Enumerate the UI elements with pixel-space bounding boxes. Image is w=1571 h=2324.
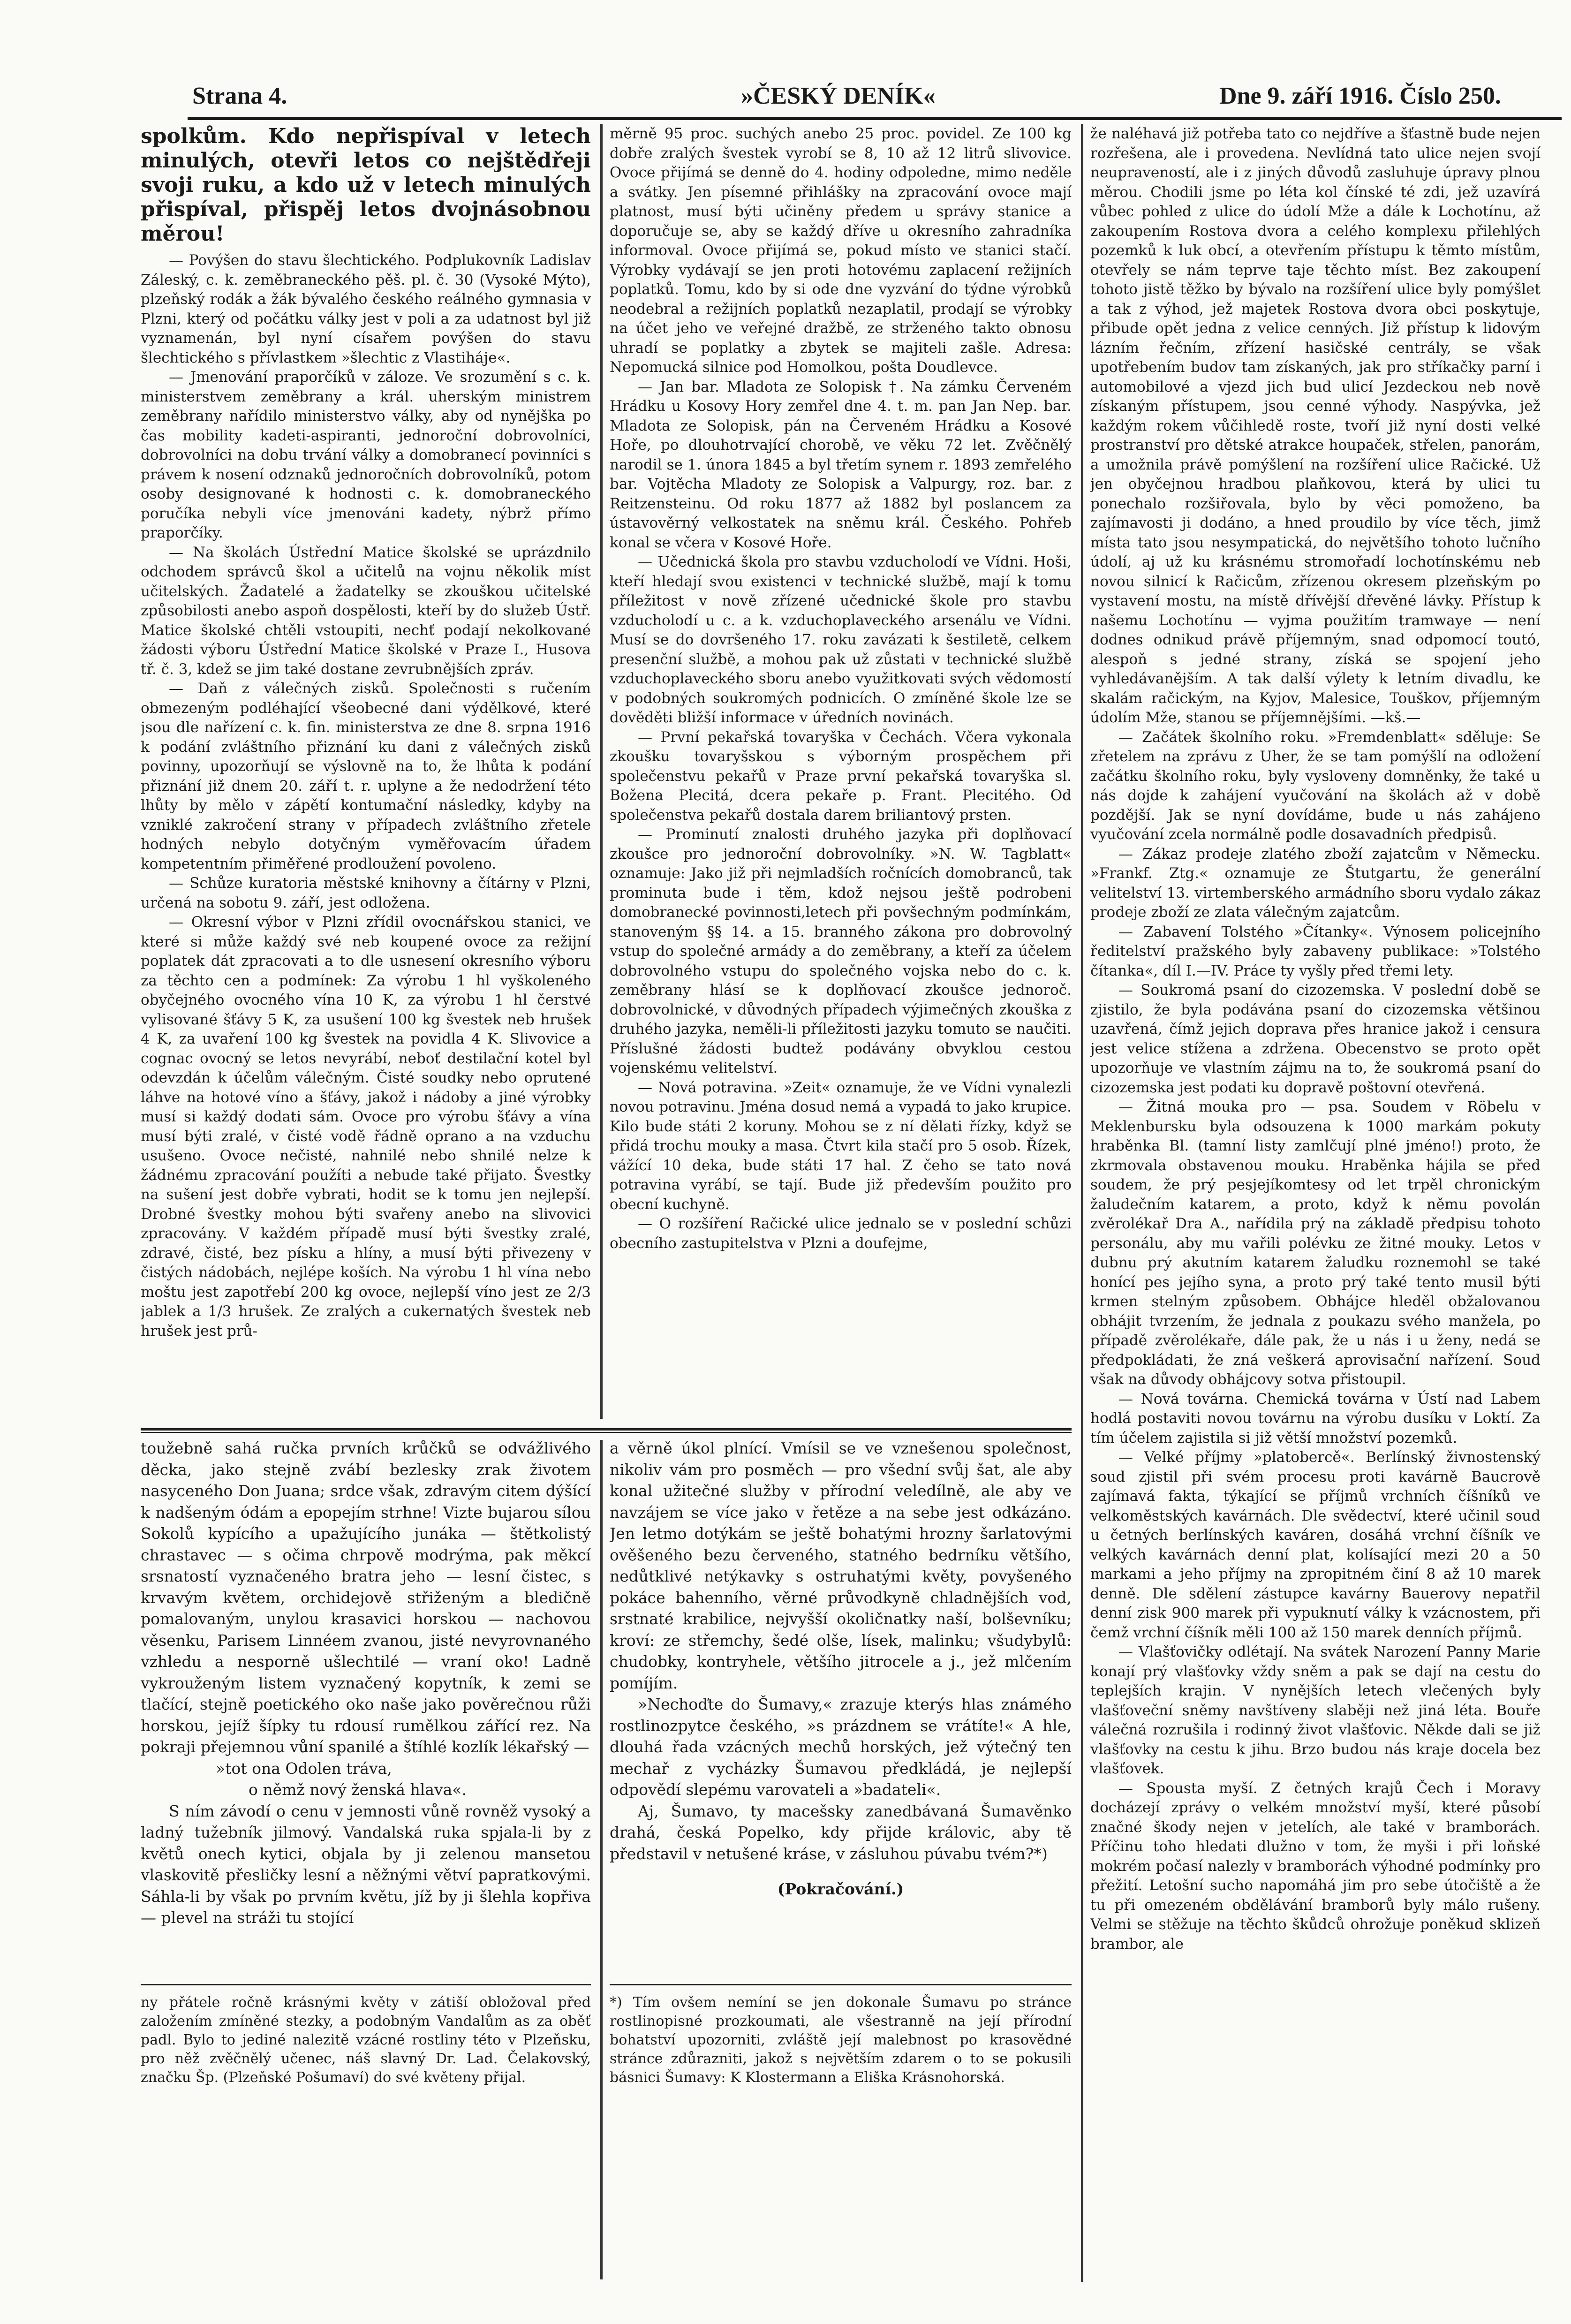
- article-fruit-station: — Okresní výbor v Plzni zřídil ovocnářskou stanici, ve které si může každý své neb koupené ovoce za režijní poplatek dát zpracovati a to dle usnesení okresního výboru za těchto cen a podmínek: Za výrobu 1 hl vyškoleného obyčejného ovocného vína 10 K, za výrobu 1 hl čerstvé vylisované šťávy 5 K, za usušení 100 kg švestek neb hrušek 4 K, za uvaření 100 kg švestek na povidla 4 K. Slivovice a cognac ovocný se letos nevyrábí, neboť destilační kotel byl odevzdán k účelům válečným. Čisté soudky nebo oprutené láhve na hotové víno a šťávy, jakož i nádoby a jiné výrobky musí si každý dodati sám. Ovoce pro výrobu šťávy a vína musí býti zralé, v čisté vodě řádně oprano a na vzduchu usušeno. Ovoce nečisté, nahnilé nebo shnilé nelze k žádnému zpracování použíti a nebude také přijato. Švestky na sušení jest dobře vybrati, hodit se k tomu jen nejlepší. Drobné švestky mohou býti svařeny anebo na slivovici zpracovány. V každém případě musí býti švestky zralé, zdravé, čisté, bez písku a hlíny, a musí býti přivezeny v čistých nádobách, nejlépe koších. Na výrobu 1 hl vína nebo moštu jest zapotřebí 200 kg ovoce, nejlepší víno jest ze 2/3 jablek a 1/3 hrušek. Ze zralých a cukernatých švestek neb hrušek jest prů-: [141, 914, 591, 1340]
- article-mice: — Spousta myší. Z četných krajů Čech i Moravy docházejí zprávy o velkém množství myší, které působí značné škody nejen v jetelích, ale také v bramborách. Příčinu toho hledati dlužno v tom, že myši i při loňské mokrém počasí nalezly v bramborách výhodné podmínky pro přežití. Letošní sucho napomáhá jim pro sebe útočiště a že tu při omezeném obdělávání bramborů byly málo rušeny. Velmi se stěžuje na těchto škůdců ohrožuje poněkud sklizeň brambor, ale: [1090, 1779, 1541, 1953]
- verse-line: o němž nový ženská hlava«.: [249, 1780, 467, 1799]
- article-racicka-cont: že naléhavá již potřeba tato co nejdříve a šťastně bude nejen rozřešena, ale i provedena. Nevlídná tato ulice nejen svojí neupraveností, ale i z jiných důvodů zasluhuje úpravy plnou měrou. Chodili jsme po léta kol čínské té zdi, jež uzavírá vůbec pohled z ulice do údolí Mže a dále k Lochotínu, až zakoupením Rostova dvora a celého komplexu přilehlých pozemků k luk obcí, a otevřením přístupu k těmto místům, otevřely se nám teprve taje těchto míst. Bez zakoupení tohoto jistě těžko by bývalo na rozšíření ulice byly pomýšlet a tak z výhod, jež majetek Rostova dvora obci poskytuje, přibude opět jedna z velice cenných. Již přístup k lidovým lázním řečním, zřízení hasičské centrály, se však upotřebením budov tam získaných, jak pro stříkačky parní i automobilové a vjezd jich bud ulicí Jezdeckou neb nově získaným přístupem, jsou cenné výhody. Naspývka, jež každým rokem vůčihledě roste, tvoří již nyní dosti velké prostranství pro dětské atrakce houpaček, střelen, panorám, a umožnila právě pomýšlení na rozšíření ulice Račické. Už jen obyčejnou hradbou plaňkovou, která by ulici tu ponechalo rozšiřovala, bylo by věci pomoženo, ba zajímavosti ji dodáno, a hned proudilo by více těch, jimž místa tato jsou nesympatická, do největšího tohoto lučního údolí, aj už ku krásnému stromořadí lochotínskému neb novou silnicí k Račicům, zřízenou okresem plzeňským po vystavení mostu, na místě dřívější dřevěné lávky. Přístup k našemu Lochotínu — vyjma použitím tramwaye — není dodnes odnikud právě příjemným, snad odpomocí toutó, alespoň s jedné strany, získá se spojení jeho vyhledávanějším. A tak další výlety k letním divadlu, ke skalám račickým, na Kyjov, Malesice, Touškov, příjemným údolím Mže, stanou se příjemnějšími. —kš.—: [1090, 125, 1541, 726]
- article-letters-abroad: — Soukromá psaní do cizozemska. V poslední době se zjistilo, že byla podávána psaní do cizozemska většinou uzavřená, čímž jejich doprava přes hranice jakož i censura jest velice stížena a zdržena. Obecenstvo se proto opět upozorňuje ve vlastním zájmu na to, že soukromá psaní do cizozemska jest podati ku dopravě poštovní otevřená.: [1090, 982, 1541, 1096]
- article-new-factory: — Nová továrna. Chemická továrna v Ústí nad Labem hodlá postaviti novou továrnu na výrobu dusíku v Loktí. Za tím účelem zajistila si již větší množství pozemků.: [1090, 1390, 1541, 1446]
- article-ensigns: — Jmenování praporčíků v záloze. Ve srozumění s c. k. ministerstvem zeměbrany a král. uherským ministrem zeměbrany nařídilo ministerstvo války, aby od nynějška po čas mobility kadeti-aspiranti, jednoroční dobrovolníci, dobrovolníci na dobu trvání války a domobranecí povinníci s právem k nosení odznaků jednoročních dobrovolníků, potom osoby designované k hodnosti c. k. domobraneckého poručíka nebyli více jmenováni kadety, nýbrž přímo praporčíky.: [141, 369, 591, 541]
- newspaper-title: »ČESKÝ DENÍK«: [741, 83, 936, 109]
- article-tolstoy: — Zabavení Tolstého »Čítanky«. Výnosem policejního ředitelství pražského byly zabaveny publikace: »Tolstého čítanka«, díl I.—IV. Práce ty vyšly před třemi lety.: [1090, 923, 1541, 979]
- article-mladota: — Jan bar. Mladota ze Solopisk †. Na zámku Červeném Hrádku u Kosovy Hory zemřel dne 4. t. m. pan Jan Nep. bar. Mladota ze Solopisk, pán na Červeném Hrádku a Kosové Hoře, po dlouhotrvající chorobě, ve věku 72 let. Zvěčnělý narodil se 1. února 1845 a byl třetím synem r. 1893 zemřelého bar. Vojtěcha Mladoty ze Solopisk a Valpurgy, roz. bar. z Reitzensteinu. Od roku 1877 až 1882 byl poslancem za ústavověrný velkostatek na sněmu král. Českého. Pohřeb konal se včera v Kosové Hoře.: [610, 378, 1072, 551]
- footnote-text: *) Tím ovšem nemíní se jen dokonale Šumavu po stránce rostlinopisné prozkoumati, ale všestranně na její přírodní bohatství upozorniti, zvláště její malebnost po krasovědné stránce zdůrazniti, jakož s největším zdarem o to se pokusili básnici Šumavy: K Klostermann a Eliška Krásnohorská.: [610, 1994, 1072, 2086]
- article-airship-school: — Učednická škola pro stavbu vzducholodí ve Vídni. Hoši, kteří hledají svou existenci v technické službě, mají k tomu příležitost v nově zřízené učednické škole pro stavbu vzducholodí u c. a k. vzduchoplaveckého arsenálu ve Vídni. Musí se do dovršeného 17. roku zavázati k šestiletě, celkem presenční službě, a mohou pak už zůstati v technické službě vzduchoplaveckého sboru anebo využitkovati svých vědomostí v podobných soukromých podnicích. O zmíněné škole lze se dověděti bližší informace v úředních novinách.: [610, 553, 1072, 726]
- article-library: — Schůze kuratoria městské knihovny a čítárny v Plzni, určená na sobotu 9. září, jest odložena.: [141, 875, 591, 911]
- footnote-left: [141, 1993, 591, 2275]
- article-nobility: — Povýšen do stavu šlechtického. Podplukovník Ladislav Záleský, c. k. zeměbraneckého pěš. pl. č. 30 (Vysoké Mýto), plzeňský rodák a žák bývalého českého reálného gymnasia v Plzni, který od počátku války jest v poli a za udatnost byl již vyznamenán, byl nyní císařem povýšen do stavu šlechtického s přívlastkem »šlechtic z Vlastiháje«.: [141, 252, 591, 366]
- feuilleton-text: Aj, Šumavo, ty macešsky zanedbávaná Šumavěnko drahá, česká Popelko, kdy přijde královic, aby tě představil v netušené kráse, v zásluhou púvabu tvém?*): [610, 1802, 1072, 1863]
- continued-note: (Pokračování.): [777, 1880, 904, 1898]
- article-gold-ban: — Zákaz prodeje zlatého zboží zajatcům v Německu. »Frankf. Ztg.« oznamuje ze Štutgartu, že generální velitelství 13. virtemberského armádního sboru vydalo zákaz prodeje zboží ze zlata válečným zajatcům.: [1090, 845, 1541, 921]
- feuilleton-text: S ním závodí o cenu v jemnosti vůně rovněž vysoký a ladný tužebník jilmový. Vandalská ruka spjala-li by z květů onech kytici, objala by ji zelenou mansetou vlaskovitě přesličky lesní a něžnými větví papratkovými. Sáhla-li by však po prvním květu, jíž by ji šlehla kopřiva — plevel na stráži tu stojící: [141, 1802, 591, 1927]
- column-separator: [1081, 124, 1083, 2282]
- lead-paragraph: spolkům. Kdo nepřispíval v letech minulých, otevři letos co nejštědřeji svoji ruku, a kdo už v letech minulých přispíval, přispěj letos dvojnásobnou měrou!: [141, 124, 591, 246]
- header-rule: [188, 117, 1562, 120]
- feuilleton-text: a věrně úkol plnící. Vmísil se ve vznešenou společnost, nikoliv vám pro posměch — pro všední svůj šat, ale aby konal užitečné služby v přírodní veledílně, ale aby ve navzájem se více jako v řetěze a na sebe jest odkázáno. Jen letmo dotýkám se ještě bohatými hrozny šarlatovými ověšeného bezu červeného, statného bedrníku většího, nedůtklivé netýkavky s ostruhatými květy, povyšeného pokáce bahenního, věrné průvodkyně chladnějších vod, srstnaté krabilice, nejvyšší okoličnatky naší, bolševníku; kroví: ze střemchy, šedé olše, lísek, malinku; všudybylů: chudobky, kontryhele, většího jitrocele a j., jež mlčením pomíjím.: [610, 1439, 1072, 1692]
- footnote-right: [610, 1993, 1072, 2275]
- article-rye-flour: — Žitná mouka pro — psa. Soudem v Röbelu v Meklenbursku byla odsouzena k 1000 markám pokuty hraběnka Bl. (tamní listy zamlčují plné jméno!) proto, že zkrmovala obstavenou mouku. Hraběnka hájila se před soudem, že prý pesjejíkomtesy od let trpěl chronickým žaludečním katarem, a proto, když k němu povolán zvěrolékař Dra A., nařídila prý na základě předpisu tohoto personálu, aby mu vařili polévku ze žitné mouky. Letos v dubnu prý akutním katarem žaludku roznemohl se také honící pes jejího syna, a proto prý také tento musil býti krmen stelným způsobem. Obhájce hleděl obžalovanou obhájit tvrzením, že jednala z poukazu svého manžela, po případě zvěrolékaře, dále pak, že u nás i u ženy, nedá se předpokládati, že zná veškerá aprovisační nařízení. Soud však na důvody obhájcovy sotva přistoupil.: [1090, 1098, 1541, 1388]
- article-fruit-station-cont: měrně 95 proc. suchých anebo 25 proc. povidel. Ze 100 kg dobře zralých švestek vyrobí se 8, 10 až 12 litrů slivovice. Ovoce přijímá se denně do 4. hodiny odpoledne, mimo neděle a svátky. Jen písemné přihlášky na zpracování ovoce mají platnost, musí býti učiněny předem u správy stanice a doporučuje se, aby se každý dříve u okresního zahradníka informoval. Ovoce přijímá se, pokud místo ve stanici stačí. Výrobky vydávají se jen proti hotovému zaplacení režijních poplatků. Tomu, kdo by si ode dne vyzvání do týdne výrobků neodebral a režijních poplatků nezaplatil, prodají se výrobky na účet jeho ve veřejné dražbě, ze strženého takto obnosu uhradí se poplatky a zbytek se majiteli zašle. Adresa: Nepomucká silnice pod Homolkou, pošta Doudlevce.: [610, 125, 1072, 376]
- article-school-year: — Začátek školního roku. »Fremdenblatt« sděluje: Se zřetelem na zprávu z Uher, že se tam pomýšlí na odložení začátku školního roku, byly vysloveny domněnky, že také u nás dojde k zahájení vyučování na školách až v době pozdější. Jak se nyní dovídáme, bude u nás zahájeno vyučování zcela normálně podle dosavadních předpisů.: [1090, 728, 1541, 843]
- feuilleton-rule-thin: [141, 1432, 1072, 1433]
- article-swallows: — Vlašťovičky odlétají. Na svátek Narození Panny Marie konají prý vlašťovky vždy sněm a pak se dají na cestu do teplejších krajin. V nynějších letech vlečených byly vlašťoveční sněmy navštíveny slaběji než jiná léta. Bouře válečná rozrušila i rodinný život vlašťovic. Někde dali se již vlašťovky na cestu k jihu. Brzo budou nás kraje docela bez vlašťovek.: [1090, 1643, 1541, 1777]
- page-header: [183, 77, 1562, 115]
- article-matice: — Na školách Ústřední Matice školské se uprázdnilo odchodem správců škol a učitelů na vojnu několik míst učitelských. Žadatelé a žadatelky se zkouškou učitelské způsobilosti anebo aspoň dospělosti, kteří by do služeb Ústř. Matice školské chtěli vstoupiti, nechť podají nekolkované žádosti výboru Ústřední Matice školské v Praze I., Husova tř. č. 3, kdež se jim také dostane zevrubnějších zpráv.: [141, 544, 591, 678]
- article-language-exam: — Prominutí znalosti druhého jazyka při doplňovací zkoušce pro jednoroční dobrovolníky. »N. W. Tagblatt« oznamuje: Jako již při nejmladších ročnících domobranců, tak prominuta bude i těm, kdož nejsou ještě podrobeni domobranecké povinnosti,letech při povšechným podmínkám, stanoveným §§ 14. a 15. branného zákona pro dobrovolný vstup do společné armády a do zeměbrany, a kteří za účelem dobrovolného vstupu do společného vojska nebo do c. k. zeměbrany hlásí se k doplňovací zkoušce jednoroč. dobrovolnické, v důvodných případech výjimečných zkouška z druhého jazyka, neměli-li příležitosti jazyku tomuto se naučiti. Příslušné žádosti budtež podávány obvyklou cestou vojenskému velitelství.: [610, 826, 1072, 1076]
- issue-date: Dne 9. září 1916. Číslo 250.: [1219, 83, 1501, 109]
- article-war-profit-tax: — Daň z válečných zisků. Společnosti s ručením obmezeným podléhající všeobecné dani výdělkové, které jsou dle nařízení c. k. fin. ministerstva ze dne 8. srpna 1916 k podání zvláštního přiznání ku dani z válečných zisků povinny, upozorňují se výslovně na to, že lhůta k podání přiznání již dnem 20. září t. r. uplyne a že nedodržení této lhůty by mělo v zápětí kontumační následky, kdyby na vzniklé zakročení strany v případech zvláštního zřetele hodných nebylo dotyčným vyměřovacím úřadem kompetentním přiměřené prodloužení povoleno.: [141, 680, 591, 872]
- page-number: Strana 4.: [192, 83, 287, 109]
- feuilleton-rule: [141, 1428, 1072, 1431]
- column-1: [141, 124, 591, 1423]
- feuilleton-text: »Nechoďte do Šumavy,« zrazuje kterýs hlas známého rostlinozpytce českého, »s prázdnem se vrátíte!« A hle, dlouhá řada vzácných mechů horských, jež výtečný ten mechař z vycházky Šumavou předkládá, je nejlepší odpovědí slepému varovateli a »badateli«.: [610, 1695, 1072, 1799]
- verse-line: »tot ona Odolen tráva,: [216, 1759, 392, 1778]
- footnote-text: ny přátele ročně krásnými květy v zátiší obložoval před založením zmíněné stezky, a podobným Vandalům as za oběť padl. Bylo to jediné nalezitě vzácné rostliny této v Plzeňsku, pro něž zvěčnělý učenec, náš slavný Dr. Lad. Čelakovský, značku Šp. (Plzeňské Pošumaví) do své květeny přijal.: [141, 1994, 591, 2086]
- feuilleton-text: toužebně sahá ručka prvních krůčků se odvážlivého děcka, jako stejně zvábí bezlesky zrak životem nasyceného Don Juana; srdce však, zdravým citem dýšící k nadšeným ódám a epopejím strhne! Vizte bujarou sílou Sokolů kypícího a upažujícího junáka — štětkolistý chrastavec — s očima chrpově modrýma, pak měkcí srsnatostí vyznačeného bratra jeho — lesní čistec, s krvavým květem, orchidejově střiženým a bledičně pomalovaným, unylou krasavici horskou — nachovou věsenku, Parisem Linnéem zvanou, jisté nevyrovnaného vzhledu a nesporně ušlechtilé — vraní oko! Ladně vykrouženým listem vyznačený kopytník, k zemi se tlačící, stejně poetického oko naše jako pověrečnou růži horskou, jejíž šípky tu rdousí rumělkou zářící rez. Na pokraji přejemnou vůní spanilé a štíhlé kozlík lékařský —: [141, 1439, 591, 1756]
- footnote-rule: [610, 1984, 1072, 1985]
- article-racicka-street: — O rozšíření Račické ulice jednalo se v poslední schůzi obecního zastupitelstva v Plzni a doufejme,: [610, 1215, 1072, 1252]
- column-3: [1090, 124, 1541, 2301]
- footnote-rule: [141, 1984, 591, 1985]
- column-separator: [600, 1440, 603, 2279]
- column-separator: [600, 124, 603, 1419]
- article-baker: — První pekařská tovaryška v Čechách. Včera vykonala zkoušku tovaryšskou s výborným prospěchem při společenstvu pekařů v Praze první pekařská tovaryška sl. Božena Plecitá, dcera pekaře p. Frant. Plecitého. Od společenstva pekařů dostala darem briliantový prsten.: [610, 728, 1072, 824]
- article-waiters: — Velké příjmy »platobercě«. Berlínský živnostenský soud zjistil při svém procesu proti kavárně Baucrově zajímavá fakta, týkající se příjmů vrchních číšníků ve velkoměstských kavárnách. Dle svědectví, které učinil soud u četných berlínských kaváren, dosáhá vrchní číšník ve velkých kavárnách denní plat, kolísající mezi 20 a 50 markami a jeho příjmy na zpropitném činí 8 až 10 marek denně. Dle sdělení zástupce kavárny Bauerovy nepatřil denní zisk 900 marek při vypuknutí války k vzácnostem, při čemž vrchní číšník měli 100 až 150 marek denních příjmů.: [1090, 1449, 1541, 1641]
- column-2: [610, 124, 1072, 1423]
- article-new-food: — Nová potravina. »Zeit« oznamuje, že ve Vídni vynalezli novou potravinu. Jména dosud nemá a vypadá to jako krupice. Kilo bude státi 2 koruny. Mohou se z ní dělati řízky, když se přidá trochu mouky a masa. Čtvrt kila stačí pro 5 osob. Řízek, vážící 10 deka, bude státi 17 hal. Z čeho se tato nová potravina vyrábí, se tají. Bude již především použito pro obecní kuchyně.: [610, 1079, 1072, 1213]
